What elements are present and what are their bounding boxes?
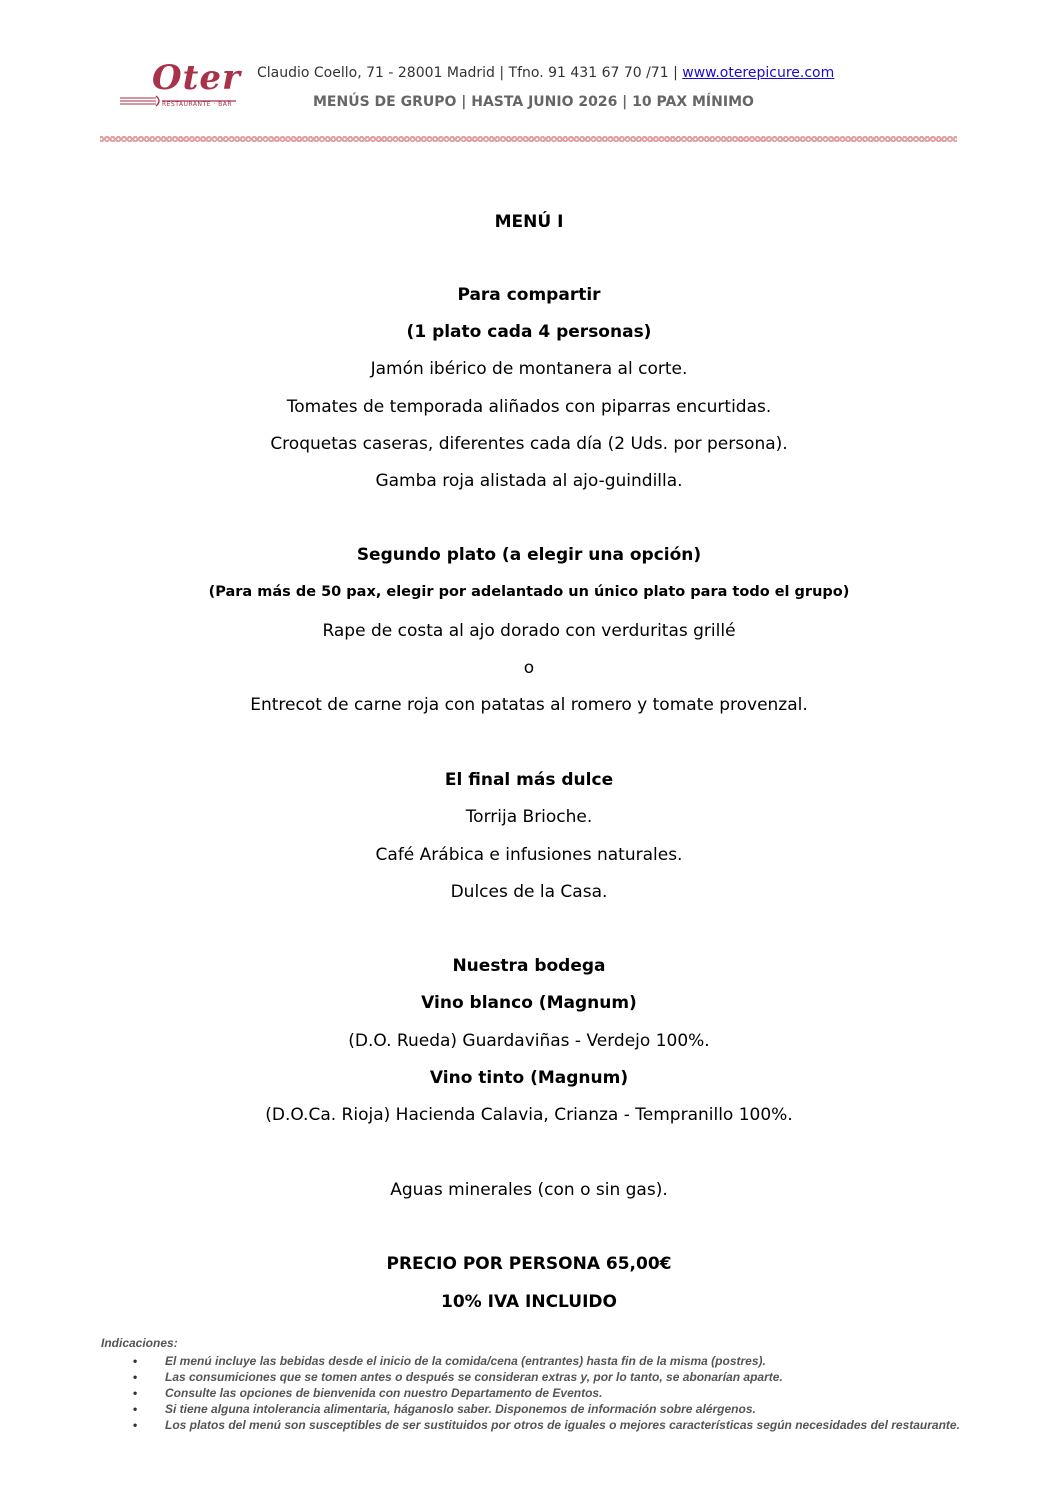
second-note: (Para más de 50 pax, elegir por adelantado un único plato para todo el grupo) <box>208 584 850 600</box>
share-item: Croquetas caseras, diferentes cada día (2 Uds. por persona). <box>270 434 788 454</box>
vat-note: 10% IVA INCLUIDO <box>441 1292 617 1312</box>
red-wine-heading: Vino tinto (Magnum) <box>429 1068 629 1088</box>
list-item: • Consulte las opciones de bienvenida con nuestro Departamento de Eventos. <box>133 1386 603 1400</box>
share-heading: Para compartir <box>457 285 601 305</box>
second-option: Entrecot de carne roja con patatas al romero y tomate provenzal. <box>250 695 808 715</box>
notes-title: Indicaciones: <box>101 1336 178 1350</box>
header-subtitle: MENÚS DE GRUPO | HASTA JUNIO 2026 | 10 PAX MÍNIMO <box>313 94 754 110</box>
price: PRECIO POR PERSONA 65,00€ <box>386 1254 672 1274</box>
share-note: (1 plato cada 4 personas) <box>406 322 652 342</box>
wine-heading: Nuestra bodega <box>452 956 606 976</box>
share-item: Gamba roja alistada al ajo-guindilla. <box>375 471 683 491</box>
option-separator: o <box>523 658 535 678</box>
dessert-heading: El final más dulce <box>444 770 614 790</box>
share-item: Tomates de temporada aliñados con piparras encurtidas. <box>286 397 772 417</box>
contact-line <box>257 65 834 81</box>
header-divider <box>100 136 957 142</box>
dessert-item: Torrija Brioche. <box>465 807 593 827</box>
list-item: • El menú incluye las bebidas desde el inicio de la comida/cena (entrantes) hasta fin de la misma (postres). <box>133 1354 766 1368</box>
list-item: • Si tiene alguna intolerancia alimentaria, háganoslo saber. Disponemos de información sobre alérgenos. <box>133 1402 756 1416</box>
logo-subtitle: RESTAURANTE · BAR <box>162 101 233 108</box>
white-wine: (D.O. Rueda) Guardaviñas - Verdejo 100%. <box>348 1031 710 1051</box>
second-heading: Segundo plato (a elegir una opción) <box>356 545 702 565</box>
website-link[interactable]: www.oterepicure.com <box>682 65 835 81</box>
menu-title: MENÚ I <box>494 212 564 232</box>
list-item: • Los platos del menú son susceptibles de ser sustituidos por otros de iguales o mejores características según necesidades del restaurante. <box>133 1418 960 1432</box>
logo-wordmark: Oter <box>152 58 241 98</box>
notes-list <box>101 1353 961 1433</box>
dessert-item: Café Arábica e infusiones naturales. <box>375 845 683 865</box>
share-item: Jamón ibérico de montanera al corte. <box>370 359 688 379</box>
notes-section <box>101 1336 961 1433</box>
dessert-item: Dulces de la Casa. <box>450 882 608 902</box>
water: Aguas minerales (con o sin gas). <box>390 1180 668 1200</box>
list-item: • Las consumiciones que se tomen antes o después se consideran extras y, por lo tanto, se abonarían aparte. <box>133 1370 783 1384</box>
white-wine-heading: Vino blanco (Magnum) <box>421 993 637 1013</box>
address-text: Claudio Coello, 71 - 28001 Madrid | Tfno. 91 431 67 70 /71 | <box>257 65 678 81</box>
second-option: Rape de costa al ajo dorado con verduritas grillé <box>322 621 736 641</box>
restaurant-logo <box>118 58 241 114</box>
red-wine: (D.O.Ca. Rioja) Hacienda Calavia, Crianza - Tempranillo 100%. <box>265 1105 793 1125</box>
